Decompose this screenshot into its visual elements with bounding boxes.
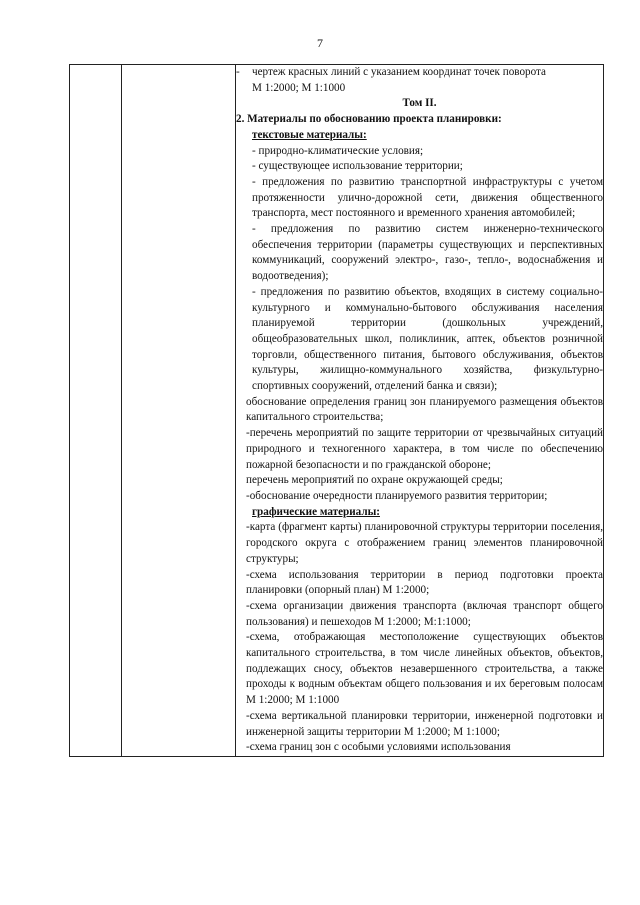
table-row — [70, 65, 604, 757]
list-item: -схема, отображающая местоположение существующих объектов капитального строительства, в том числе линейных объектов, объектов, подлежащих сносу, объектов незавершенного строительства, а также проходы к водным объектам общего пользования и их береговым полосам М 1:2000; М 1:1000 — [246, 631, 603, 707]
list-item: - существующее использование территории; — [252, 160, 463, 173]
section-heading: 2. Материалы по обоснованию проекта планировки: — [236, 113, 502, 126]
list-item: - природно-климатические условия; — [252, 144, 424, 157]
list-item: -карта (фрагмент карты) планировочной структуры территории поселения, городского округа с отображением границ элементов планировочной структуры; — [246, 521, 603, 565]
list-item: -обоснование очередности планируемого развития территории; — [246, 489, 548, 502]
table-cell-name — [122, 65, 236, 757]
volume-title: Том II. — [402, 97, 437, 110]
list-item-scale: М 1:2000; М 1:1000 — [252, 81, 346, 94]
list-item-text: чертеж красных линий с указанием координат точек поворота — [252, 66, 546, 78]
list-item: -схема границ зон с особыми условиями использования — [246, 741, 511, 754]
list-item: -перечень мероприятий по защите территории от чрезвычайных ситуаций природного и техногенного характера, в том числе по обеспечению пожарной безопасности и по гражданской обороне; — [246, 427, 603, 471]
list-item: обоснование определения границ зон планируемого размещения объектов капитального строительства; — [246, 395, 603, 424]
list-item — [236, 65, 603, 96]
list-dash: - — [236, 66, 240, 78]
list-item: перечень мероприятий по охране окружающей среды; — [246, 474, 503, 487]
table-cell-content — [236, 65, 604, 757]
page-number: 7 — [317, 36, 323, 50]
list-item: - предложения по развитию объектов, входящих в систему социально-культурного и коммунально-бытового обслуживания населения планируемой территории (дошкольных учреждений, общеобразовательных школ, поликлиник, аптек, объектов розничной торговли, общественного питания, бытового обслуживания, объектов культуры, жилищно-коммунального хозяйства, физкультурно-спортивных сооружений, отделений банка и связи); — [252, 285, 603, 393]
list-item: -схема организации движения транспорта (включая транспорт общего пользования) и пешеходов М 1:2000; М:1:1000; — [246, 599, 603, 628]
list-item: - предложения по развитию систем инженерно-технического обеспечения территории (параметры существующих и перспективных коммуникаций, сооружений электро-, газо-, тепло-, водоснабжения и водоотведения); — [252, 223, 603, 283]
list-item: -схема использования территории в период подготовки проекта планировки (опорный план) М 1:2000; — [246, 568, 603, 597]
text-materials-label: текстовые материалы: — [252, 128, 367, 141]
list-item: - предложения по развитию транспортной инфраструктуры с учетом протяженности улично-дорожной сети, движения общественного транспорта, мест постоянного и временного хранения автомобилей; — [252, 175, 603, 220]
graphic-materials-label: графические материалы: — [252, 505, 380, 518]
list-item: -схема вертикальной планировки территории, инженерной подготовки и инженерной защиты территории М 1:2000; М 1:1000; — [246, 709, 603, 738]
document-table — [69, 64, 604, 757]
table-cell-number — [70, 65, 122, 757]
